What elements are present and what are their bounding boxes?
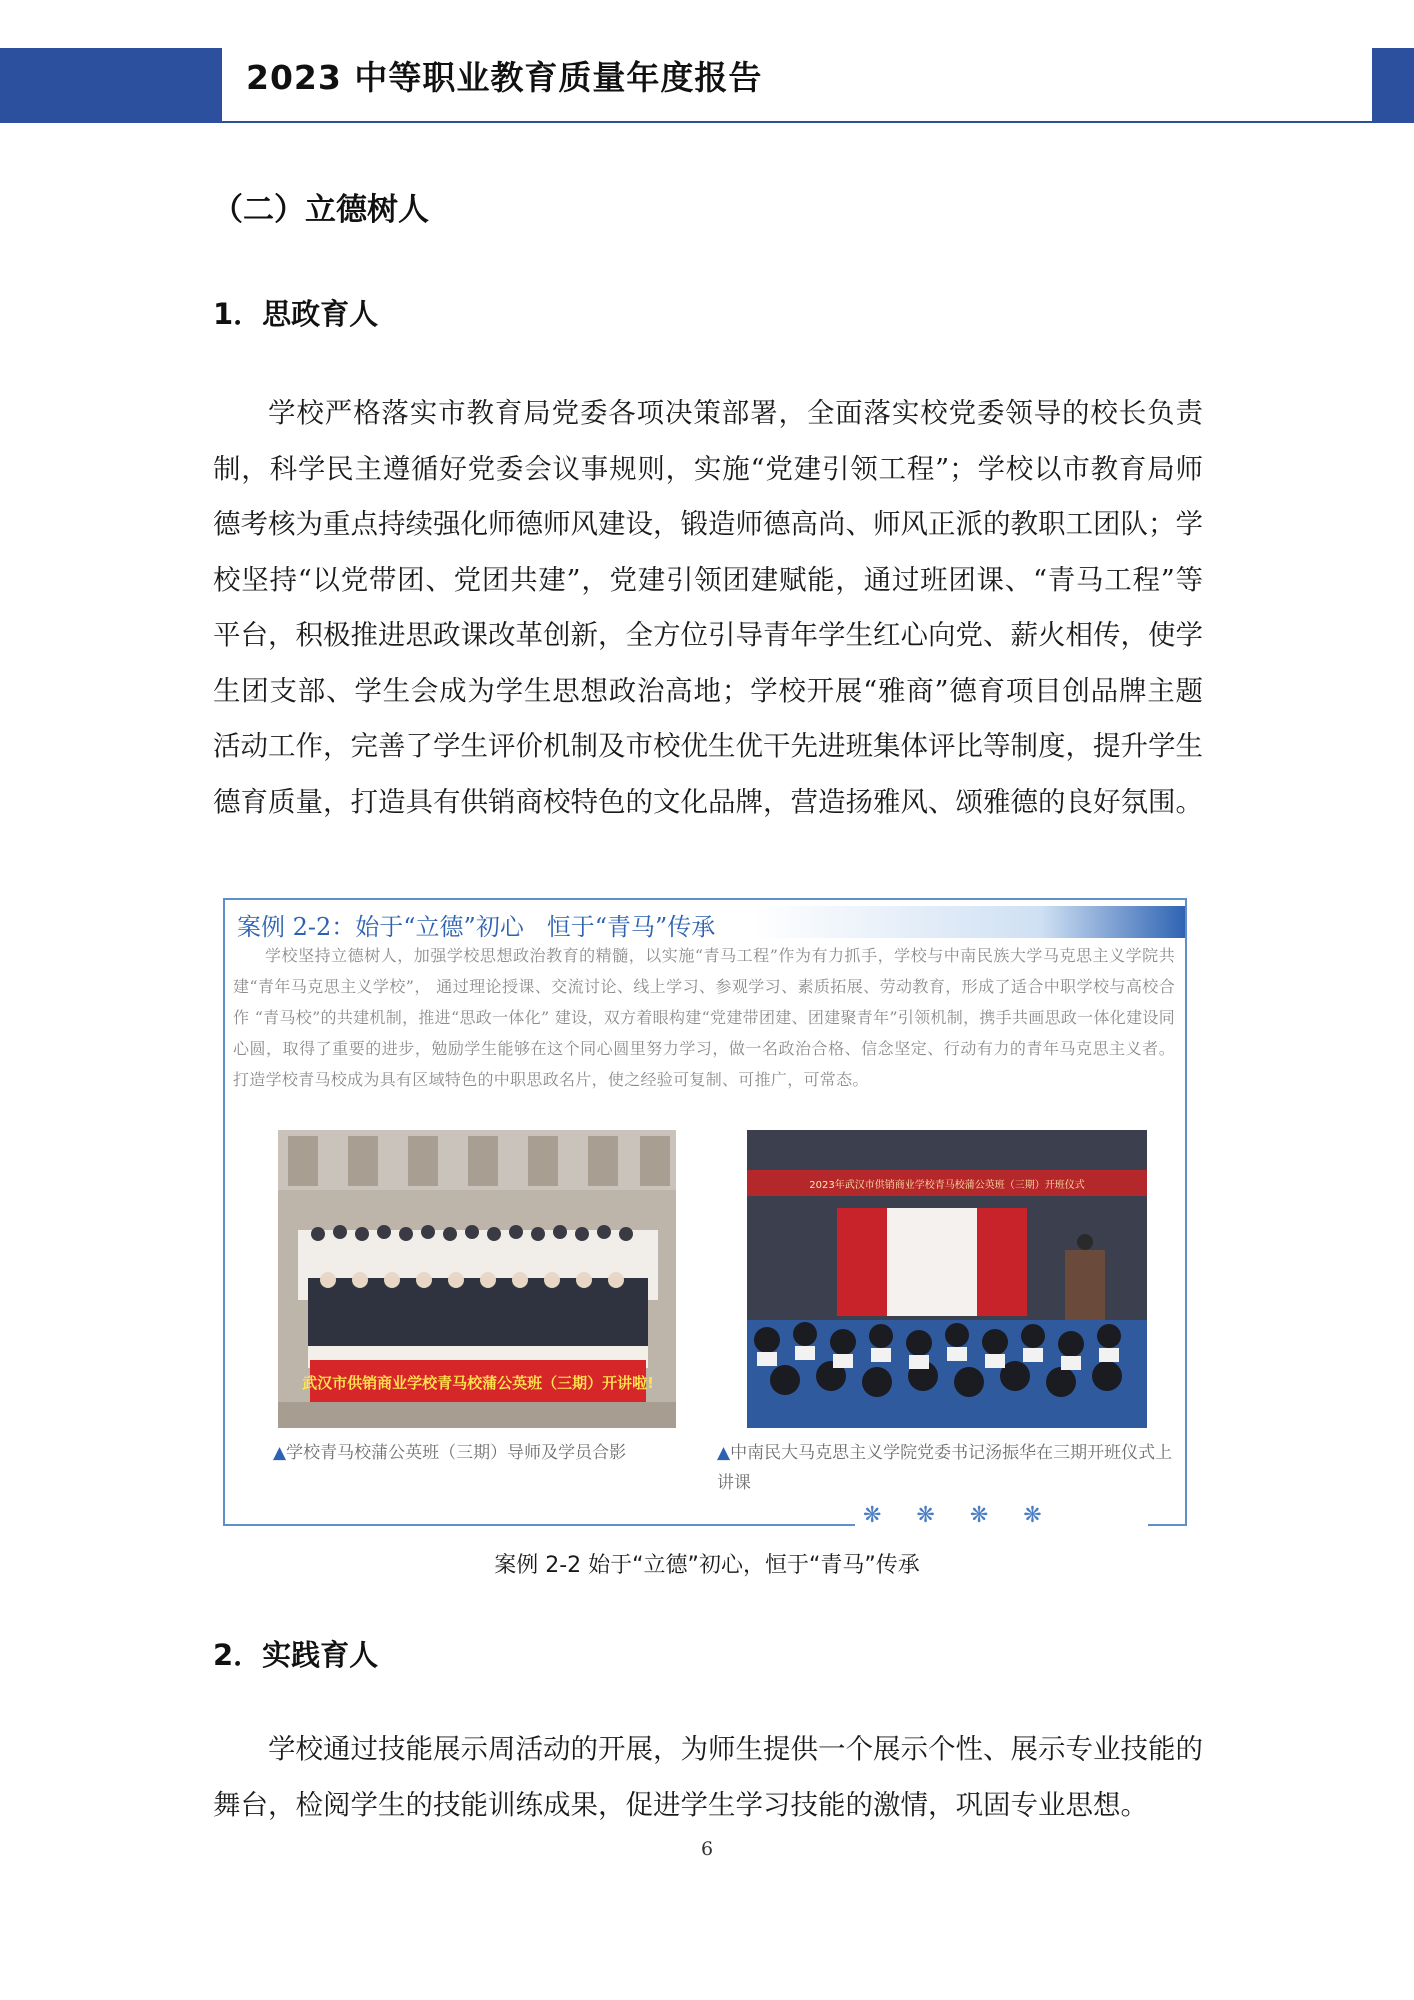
case-box [223, 898, 1187, 1526]
case-frame-bottom-end [1148, 1524, 1187, 1526]
group-photo-banner-text: 武汉市供销商业学校青马校蒲公英班（三期）开讲啦! [302, 1374, 654, 1392]
group-photo [278, 1130, 676, 1428]
lecture-photo-banner-text: 2023年武汉市供销商业学校青马校蒲公英班（三期）开班仪式 [809, 1180, 1085, 1191]
section-heading: （二）立德树人 [212, 192, 429, 228]
case-title: 案例 2-2：始于“立德”初心 恒于“青马”传承 [237, 913, 716, 941]
report-title: 2023 中等职业教育质量年度报告 [246, 58, 763, 97]
lecture-photo-caption-text: 中南民大马克思主义学院党委书记汤振华在三期开班仪式上讲课 [717, 1443, 1173, 1493]
group-photo-image [278, 1130, 676, 1428]
case-frame-bottom [223, 1524, 855, 1526]
case-caption: 案例 2-2 始于“立德”初心，恒于“青马”传承 [494, 1553, 920, 1578]
caption-marker-icon: ▲ [273, 1443, 287, 1463]
group-photo-caption [273, 1438, 626, 1468]
group-photo-caption-text: 学校青马校蒲公英班（三期）导师及学员合影 [286, 1443, 627, 1463]
header-accent-bar-left [0, 48, 222, 123]
lecture-photo-image [747, 1130, 1147, 1428]
case-text: 学校坚持立德树人，加强学校思想政治教育的精髓，以实施“青马工程”作为有力抓手，学校与中南民族大学马克思主义学院共建“青年马克思主义学校”， 通过理论授课、交流讨论、线上学习、参观学习、素质拓展、劳动教育，形成了适合中职学校与高校合作 “青马校”的共建机制，推进“思政一体化” 建设，双方着眼构建“党建带团建、团建聚青年”引领机制，携手共画思政一体化建设同心圆，取得了重要的进步，勉励学生能够在这个同心圆里努力学习，做一名政治合格、信念坚定、行动有力的青年马克思主义者。打造学校青马校成为具有区域特色的中职思政名片，使之经验可复制、可推广，可常态。 [233, 946, 1175, 1089]
subsection-paragraph-2: 学校通过技能展示周活动的开展，为师生提供一个展示个性、展示专业技能的舞台，检阅学生的技能训练成果，促进学生学习技能的激情，巩固专业思想。 [213, 1733, 1203, 1821]
caption-marker-icon: ▲ [717, 1443, 731, 1463]
page-number: 6 [700, 1838, 714, 1860]
subsection-paragraph-1: 学校严格落实市教育局党委各项决策部署，全面落实校党委领导的校长负责制，科学民主遵循好党委会议事规则，实施“党建引领工程”；学校以市教育局师德考核为重点持续强化师德师风建设，锻造师德高尚、师风正派的教职工团队；学校坚持“以党带团、党团共建”，党建引领团建赋能，通过班团课、“青马工程”等平台，积极推进思政课改革创新，全方位引导青年学生红心向党、薪火相传，使学生团支部、学生会成为学生思想政治高地；学校开展“雅商”德育项目创品牌主题活动工作，完善了学生评价机制及市校优生优干先进班集体评比等制度，提升学生德育质量，打造具有供销商校特色的文化品牌，营造扬雅风、颂雅德的良好氛围。 [213, 397, 1203, 818]
header-rule [222, 121, 1372, 123]
header-accent-bar-right [1372, 48, 1414, 123]
lecture-photo-caption [717, 1438, 1179, 1498]
subsection-heading-1: 1．思政育人 [213, 297, 379, 331]
lecture-photo [747, 1130, 1147, 1428]
decorative-flowers-icon: ❋ ❋ ❋ ❋ [863, 1503, 1056, 1528]
subsection-heading-2: 2．实践育人 [213, 1638, 379, 1672]
